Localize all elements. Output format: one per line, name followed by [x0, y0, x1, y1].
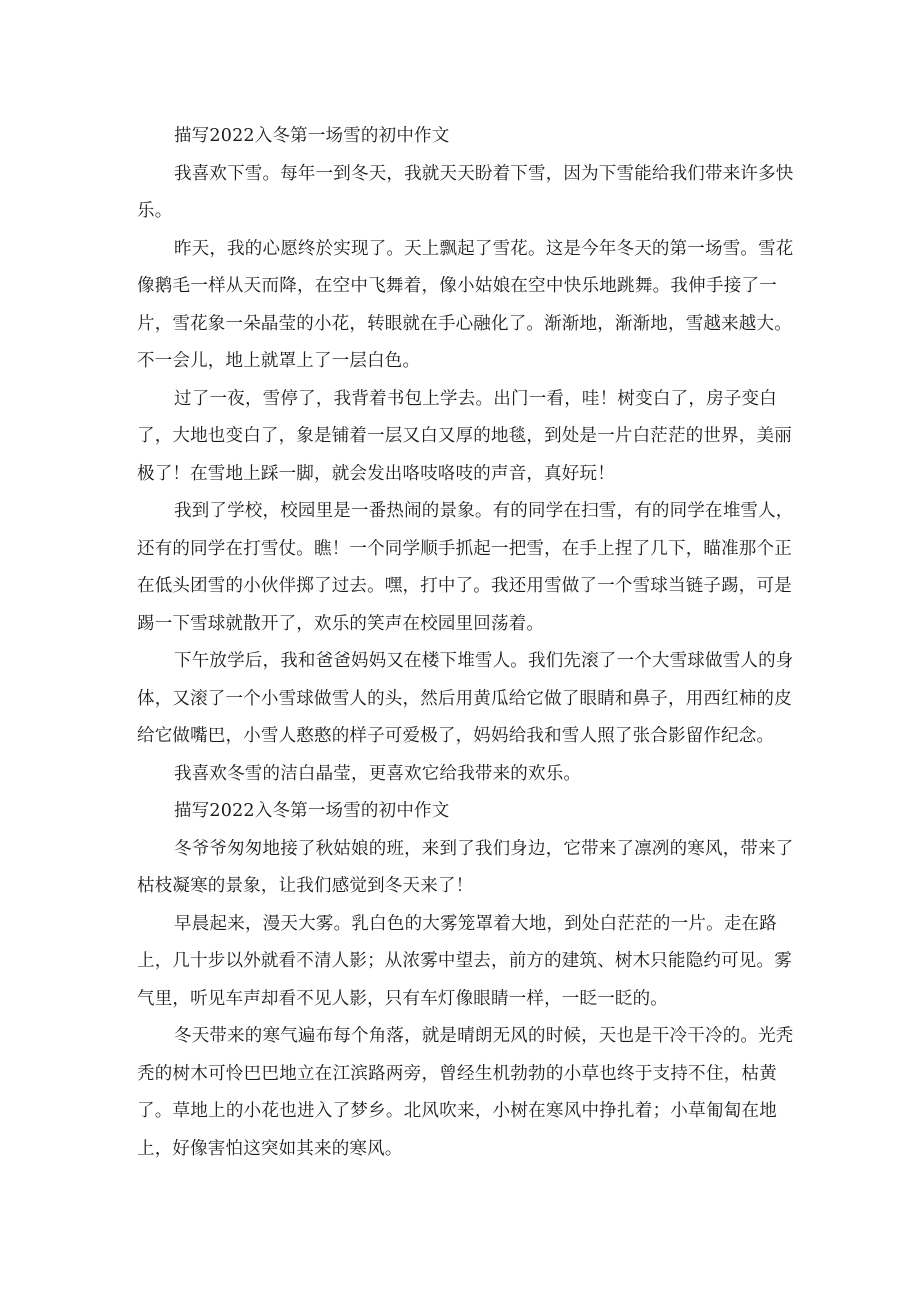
paragraph-line: 乐。 — [137, 201, 173, 221]
paragraph — [137, 156, 794, 231]
paragraph-line: 踢一下雪球就散开了，欢乐的笑声在校园里回荡着。 — [137, 613, 545, 634]
paragraph — [137, 231, 794, 381]
paragraph — [137, 831, 794, 906]
paragraph-line: 昨天，我的心愿终於实现了。天上飘起了雪花。这是今年冬天的第一场雪。雪花 — [174, 238, 794, 259]
paragraph-line: 了，大地也变白了，象是铺着一层又白又厚的地毯，到处是一片白茫茫的世界，美丽 — [137, 426, 792, 446]
essay-title: 描写2022入冬第一场雪的初中作文 — [174, 126, 450, 146]
paragraph-line: 不一会儿，地上就罩上了一层白色。 — [137, 351, 421, 371]
paragraph-line: 还有的同学在打雪仗。瞧！一个同学顺手抓起一把雪，在手上捏了几下，瞄准那个正 — [137, 538, 792, 559]
paragraph-line: 上，几十步以外就看不清人影；从浓雾中望去，前方的建筑、树木只能隐约可见。雾 — [137, 951, 792, 971]
paragraph-line: 像鹅毛一样从天而降，在空中飞舞着，像小姑娘在空中快乐地跳舞。我伸手接了一 — [137, 276, 777, 296]
paragraph-line: 下午放学后，我和爸爸妈妈又在楼下堆雪人。我们先滚了一个大雪球做雪人的身 — [174, 651, 794, 671]
paragraph-line: 气里，听见车声却看不见人影，只有车灯像眼睛一样，一眨一眨的。 — [137, 988, 668, 1009]
paragraph-line: 冬爷爷匆匆地接了秋姑娘的班，来到了我们身边，它带来了凛冽的寒风，带来了 — [174, 838, 794, 859]
paragraph — [137, 756, 777, 794]
paragraph-line: 早晨起来，漫天大雾。乳白色的大雾笼罩着大地，到处白茫茫的一片。走在路 — [174, 913, 777, 934]
essay-title: 描写2022入冬第一场雪的初中作文 — [174, 801, 450, 821]
paragraph-line: 极了！在雪地上踩一脚，就会发出咯吱咯吱的声音，真好玩！ — [137, 463, 615, 484]
document-body — [137, 118, 794, 1168]
paragraph — [137, 906, 792, 1019]
paragraph-line: 我喜欢冬雪的洁白晶莹，更喜欢它给我带来的欢乐。 — [174, 763, 582, 784]
paragraph-line: 片，雪花象一朵晶莹的小花，转眼就在手心融化了。渐渐地，渐渐地，雪越来越大。 — [137, 313, 792, 334]
paragraph-line: 冬天带来的寒气遍布每个角落，就是晴朗无风的时候，天也是干冷干冷的。光秃 — [174, 1026, 794, 1046]
paragraph-line: 我喜欢下雪。每年一到冬天，我就天天盼着下雪，因为下雪能给我们带来许多快 — [174, 163, 794, 184]
paragraph-line: 秃的树木可怜巴巴地立在江滨路两旁，曾经生机勃勃的小草也终于支持不住，枯黄 — [137, 1063, 777, 1084]
paragraph — [137, 643, 794, 756]
paragraph-line: 在低头团雪的小伙伴掷了过去。嘿，打中了。我还用雪做了一个雪球当链子踢，可是 — [137, 576, 792, 596]
paragraph-line: 上，好像害怕这突如其来的寒风。 — [137, 1138, 403, 1159]
paragraph-line: 过了一夜，雪停了，我背着书包上学去。出门一看，哇！树变白了，房子变白 — [174, 388, 777, 409]
paragraph-line: 枯枝凝寒的景象，让我们感觉到冬天来了！ — [137, 876, 474, 896]
paragraph-line: 给它做嘴巴，小雪人憨憨的样子可爱极了，妈妈给我和雪人照了张合影留作纪念。 — [137, 726, 775, 746]
paragraph-line: 我到了学校，校园里是一番热闹的景象。有的同学在扫雪，有的同学在堆雪人， — [174, 501, 794, 521]
paragraph-line: 体，又滚了一个小雪球做雪人的头，然后用黄瓜给它做了眼睛和鼻子，用西红柿的皮 — [137, 688, 792, 709]
paragraph — [137, 1018, 794, 1168]
paragraph — [137, 381, 792, 494]
paragraph-line: 了。草地上的小花也进入了梦乡。北风吹来，小树在寒风中挣扎着；小草匍匐在地 — [137, 1101, 777, 1121]
paragraph — [137, 493, 794, 643]
